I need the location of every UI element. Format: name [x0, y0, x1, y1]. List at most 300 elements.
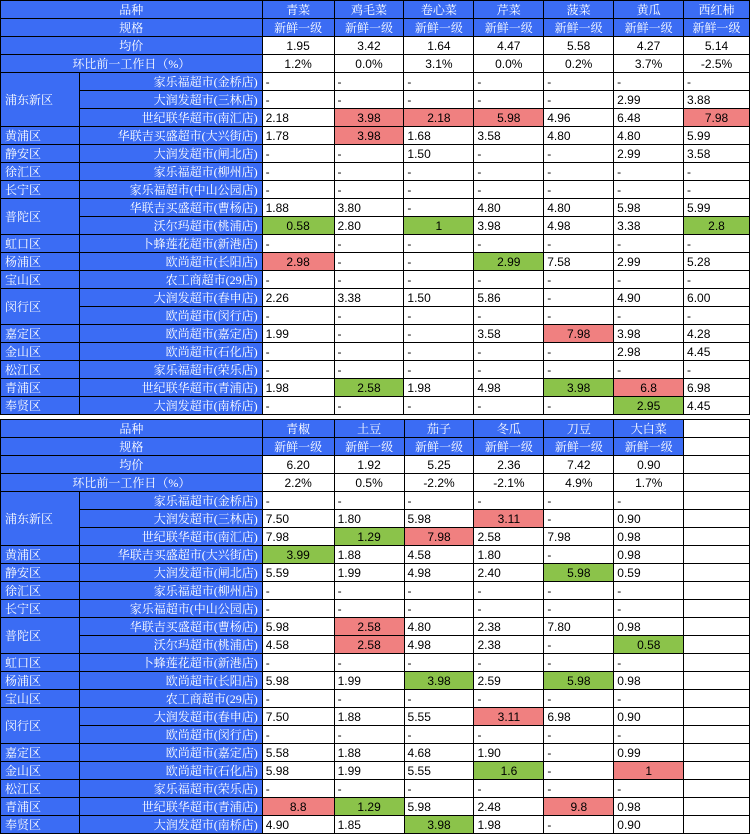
store-row: [1, 816, 750, 834]
price-cell: 4.80: [404, 618, 474, 636]
region-cell: 静安区: [1, 564, 80, 582]
empty-cell: [684, 546, 750, 564]
price-cell: -: [544, 492, 614, 510]
price-cell: -: [262, 726, 334, 744]
store-row: [1, 744, 750, 762]
store-name: 大润发超市(南桥店): [79, 816, 262, 834]
region-cell: 嘉定区: [1, 325, 80, 343]
price-cell: -: [404, 199, 474, 217]
store-row: [1, 618, 750, 636]
price-cell: 2.80: [334, 217, 404, 235]
price-cell: 3.11: [474, 708, 544, 726]
price-cell: -: [262, 361, 334, 379]
price-cell: 8.8: [262, 798, 334, 816]
price-cell: -: [262, 235, 334, 253]
price-cell: -: [334, 492, 404, 510]
product-name: 刀豆: [544, 420, 614, 438]
price-cell: -: [684, 361, 750, 379]
store-name: 华联吉买盛超市(曹杨店): [79, 618, 262, 636]
region-cell: 浦东新区: [1, 492, 80, 546]
price-cell: -: [614, 780, 684, 798]
price-cell: 1.29: [334, 528, 404, 546]
mom-change-cell: 1.2%: [262, 55, 334, 73]
product-grade: 新鲜一级: [474, 438, 544, 456]
store-row: [1, 546, 750, 564]
price-cell: -: [334, 163, 404, 181]
price-cell: -: [334, 343, 404, 361]
store-name: 欧尚超市(石化店): [79, 762, 262, 780]
price-cell: 5.99: [684, 199, 750, 217]
price-cell: 5.98: [614, 199, 684, 217]
store-name: 大润发超市(三林店): [79, 510, 262, 528]
price-cell: 6.00: [684, 289, 750, 307]
store-row: [1, 217, 750, 235]
store-row: [1, 510, 750, 528]
store-row: [1, 73, 750, 91]
price-cell: 2.18: [262, 109, 334, 127]
region-cell: 杨浦区: [1, 672, 80, 690]
price-cell: -: [334, 600, 404, 618]
price-cell: 4.98: [404, 636, 474, 654]
price-cell: -: [404, 91, 474, 109]
price-cell: 7.98: [684, 109, 750, 127]
price-cell: 2.58: [334, 379, 404, 397]
empty-cell: [684, 762, 750, 780]
price-cell: 2.99: [614, 145, 684, 163]
price-cell: -: [404, 235, 474, 253]
price-cell: 4.98: [474, 379, 544, 397]
mom-change-cell: 3.1%: [404, 55, 474, 73]
store-name: 华联吉买盛超市(曹杨店): [79, 199, 262, 217]
price-cell: -: [614, 361, 684, 379]
price-cell: -: [544, 636, 614, 654]
price-cell: 3.98: [614, 325, 684, 343]
price-cell: 0.58: [614, 636, 684, 654]
store-name: 华联吉买盛超市(大兴街店): [79, 546, 262, 564]
price-cell: 7.50: [262, 510, 334, 528]
store-name: 欧尚超市(长阳店): [79, 672, 262, 690]
price-cell: 4.45: [684, 397, 750, 415]
price-cell: 5.59: [262, 564, 334, 582]
store-name: 欧尚超市(闵行店): [79, 307, 262, 325]
price-cell: 6.98: [544, 708, 614, 726]
price-cell: -: [544, 235, 614, 253]
price-cell: -: [474, 600, 544, 618]
region-cell: 宝山区: [1, 690, 80, 708]
price-cell: 5.98: [262, 618, 334, 636]
store-row: [1, 397, 750, 415]
price-cell: 1.68: [404, 127, 474, 145]
region-cell: 松江区: [1, 780, 80, 798]
mom-change-cell: 2.2%: [262, 474, 334, 492]
product-name: 西红柿: [684, 1, 750, 19]
product-name: 菠菜: [544, 1, 614, 19]
region-cell: 徐汇区: [1, 163, 80, 181]
store-name: 欧尚超市(嘉定店): [79, 325, 262, 343]
avg-price-cell: 2.36: [474, 456, 544, 474]
avg-price-row: [1, 37, 750, 55]
region-cell: 长宁区: [1, 181, 80, 199]
store-name: 大润发超市(三林店): [79, 91, 262, 109]
store-name: 世纪联华超市(青浦店): [79, 798, 262, 816]
store-row: [1, 253, 750, 271]
price-cell: -: [544, 397, 614, 415]
price-cell: 1: [614, 762, 684, 780]
price-cell: -: [262, 145, 334, 163]
empty-cell: [684, 672, 750, 690]
price-cell: -: [544, 816, 614, 834]
product-grade: 新鲜一级: [544, 19, 614, 37]
price-cell: -: [404, 181, 474, 199]
avg-price-cell: 5.14: [684, 37, 750, 55]
price-cell: 3.58: [474, 127, 544, 145]
price-cell: 1.88: [262, 199, 334, 217]
avg-price-label: 均价: [1, 37, 263, 55]
price-cell: 1.99: [334, 762, 404, 780]
region-cell: 金山区: [1, 343, 80, 361]
region-cell: 普陀区: [1, 618, 80, 654]
mom-change-cell: 0.5%: [334, 474, 404, 492]
empty-cell: [684, 582, 750, 600]
product-grade: 新鲜一级: [474, 19, 544, 37]
store-name: 家乐福超市(中山公园店): [79, 600, 262, 618]
region-cell: 虹口区: [1, 235, 80, 253]
price-cell: 2.99: [614, 253, 684, 271]
product-grade: 新鲜一级: [262, 438, 334, 456]
price-cell: 7.98: [544, 325, 614, 343]
price-cell: -: [614, 307, 684, 325]
empty-cell: [684, 726, 750, 744]
price-cell: 4.80: [544, 199, 614, 217]
region-cell: 闵行区: [1, 708, 80, 744]
price-cell: 3.98: [544, 379, 614, 397]
store-name: 欧尚超市(石化店): [79, 343, 262, 361]
price-cell: 4.80: [614, 127, 684, 145]
price-cell: 2.38: [474, 636, 544, 654]
price-cell: -: [474, 397, 544, 415]
mom-change-cell: 0.2%: [544, 55, 614, 73]
store-row: [1, 145, 750, 163]
price-cell: -: [474, 343, 544, 361]
price-cell: -: [334, 582, 404, 600]
region-cell: 黄浦区: [1, 127, 80, 145]
price-cell: 0.98: [614, 618, 684, 636]
price-cell: 1.80: [474, 546, 544, 564]
price-cell: -: [544, 181, 614, 199]
price-cell: -: [404, 690, 474, 708]
price-cell: -: [474, 780, 544, 798]
price-cell: 2.26: [262, 289, 334, 307]
region-cell: 徐汇区: [1, 582, 80, 600]
price-cell: 3.88: [684, 91, 750, 109]
price-cell: -: [262, 73, 334, 91]
avg-price-cell: 1.95: [262, 37, 334, 55]
empty-cell: [684, 708, 750, 726]
price-cell: 1.99: [334, 564, 404, 582]
empty-cell: [684, 816, 750, 834]
region-cell: 青浦区: [1, 798, 80, 816]
price-cell: -: [262, 91, 334, 109]
price-table-1: [0, 0, 750, 415]
avg-price-cell: 4.47: [474, 37, 544, 55]
price-cell: -: [404, 654, 474, 672]
price-cell: 3.38: [334, 289, 404, 307]
empty-cell: [684, 438, 750, 456]
price-cell: -: [474, 235, 544, 253]
store-row: [1, 343, 750, 361]
price-cell: 9.8: [544, 798, 614, 816]
price-cell: 5.55: [404, 708, 474, 726]
price-cell: -: [614, 654, 684, 672]
price-cell: -: [334, 397, 404, 415]
product-name: 鸡毛菜: [334, 1, 404, 19]
store-name: 家乐福超市(金桥店): [79, 492, 262, 510]
price-cell: 3.58: [684, 145, 750, 163]
product-name: 大白菜: [614, 420, 684, 438]
price-cell: 4.45: [684, 343, 750, 361]
price-cell: 2.8: [684, 217, 750, 235]
region-cell: 青浦区: [1, 379, 80, 397]
price-cell: -: [334, 690, 404, 708]
region-cell: 嘉定区: [1, 744, 80, 762]
store-row: [1, 564, 750, 582]
price-cell: 7.50: [262, 708, 334, 726]
price-cell: -: [334, 726, 404, 744]
price-cell: 3.58: [474, 325, 544, 343]
product-name: 茄子: [404, 420, 474, 438]
price-cell: -: [474, 726, 544, 744]
mom-change-row: [1, 55, 750, 73]
store-row: [1, 780, 750, 798]
product-grade: 新鲜一级: [684, 19, 750, 37]
store-name: 欧尚超市(长阳店): [79, 253, 262, 271]
price-cell: -: [684, 163, 750, 181]
price-cell: -: [614, 163, 684, 181]
price-cell: 1.98: [262, 379, 334, 397]
price-cell: -: [404, 492, 474, 510]
price-cell: 4.28: [684, 325, 750, 343]
price-cell: -: [684, 235, 750, 253]
price-cell: -: [474, 492, 544, 510]
price-cell: -: [404, 253, 474, 271]
price-cell: -: [404, 163, 474, 181]
product-header-row: [1, 420, 750, 438]
store-row: [1, 726, 750, 744]
price-cell: -: [334, 307, 404, 325]
price-cell: -: [404, 307, 474, 325]
mom-change-label: 环比前一工作日（%）: [1, 55, 263, 73]
empty-cell: [684, 798, 750, 816]
price-cell: 1.88: [334, 708, 404, 726]
price-cell: 0.98: [614, 672, 684, 690]
store-row: [1, 379, 750, 397]
price-cell: -: [544, 343, 614, 361]
price-cell: 2.38: [474, 618, 544, 636]
mom-change-label: 环比前一工作日（%）: [1, 474, 263, 492]
empty-cell: [684, 654, 750, 672]
spec-label: 规格: [1, 438, 263, 456]
price-cell: 3.99: [262, 546, 334, 564]
price-cell: -: [474, 181, 544, 199]
price-cell: -: [544, 582, 614, 600]
avg-price-cell: 5.58: [544, 37, 614, 55]
price-cell: 3.98: [334, 109, 404, 127]
store-name: 农工商超市(29店): [79, 690, 262, 708]
price-cell: -: [614, 582, 684, 600]
price-cell: 7.58: [544, 253, 614, 271]
price-cell: -: [684, 271, 750, 289]
store-row: [1, 289, 750, 307]
store-row: [1, 492, 750, 510]
price-cell: 1.50: [404, 145, 474, 163]
price-cell: 7.98: [544, 528, 614, 546]
price-cell: -: [544, 510, 614, 528]
price-cell: 2.40: [474, 564, 544, 582]
price-cell: -: [474, 582, 544, 600]
price-cell: -: [544, 163, 614, 181]
store-name: 世纪联华超市(南汇店): [79, 528, 262, 546]
mom-change-cell: 0.0%: [474, 55, 544, 73]
store-row: [1, 798, 750, 816]
price-cell: -: [614, 271, 684, 289]
price-cell: 1: [404, 217, 474, 235]
price-cell: 2.18: [404, 109, 474, 127]
price-cell: -: [474, 690, 544, 708]
price-cell: 0.90: [614, 816, 684, 834]
price-cell: 1.78: [262, 127, 334, 145]
region-cell: 长宁区: [1, 600, 80, 618]
price-cell: 5.28: [684, 253, 750, 271]
price-cell: -: [684, 181, 750, 199]
price-cell: 2.48: [474, 798, 544, 816]
product-name: 冬瓜: [474, 420, 544, 438]
product-grade: 新鲜一级: [262, 19, 334, 37]
store-name: 世纪联华超市(南汇店): [79, 109, 262, 127]
price-cell: -: [614, 600, 684, 618]
price-cell: 2.98: [262, 253, 334, 271]
empty-cell: [684, 618, 750, 636]
price-cell: -: [614, 690, 684, 708]
price-cell: 5.98: [404, 798, 474, 816]
price-cell: -: [474, 73, 544, 91]
store-name: 欧尚超市(嘉定店): [79, 744, 262, 762]
price-cell: 5.98: [262, 762, 334, 780]
price-cell: 4.58: [262, 636, 334, 654]
product-name: 芹菜: [474, 1, 544, 19]
product-grade: 新鲜一级: [614, 438, 684, 456]
store-row: [1, 235, 750, 253]
price-cell: -: [474, 145, 544, 163]
price-cell: -: [544, 271, 614, 289]
price-cell: -: [334, 253, 404, 271]
price-cell: 0.59: [614, 564, 684, 582]
price-cell: 2.59: [474, 672, 544, 690]
product-grade: 新鲜一级: [404, 438, 474, 456]
store-row: [1, 528, 750, 546]
avg-price-cell: 1.64: [404, 37, 474, 55]
price-cell: -: [614, 73, 684, 91]
product-grade: 新鲜一级: [404, 19, 474, 37]
price-cell: -: [404, 600, 474, 618]
mom-change-row: [1, 474, 750, 492]
table-1-body: [1, 1, 750, 415]
price-cell: -: [404, 271, 474, 289]
mom-change-cell: 3.7%: [614, 55, 684, 73]
price-cell: -: [474, 271, 544, 289]
avg-price-cell: 3.42: [334, 37, 404, 55]
price-cell: -: [544, 780, 614, 798]
region-cell: 黄浦区: [1, 546, 80, 564]
price-cell: 5.99: [684, 127, 750, 145]
region-cell: 奉贤区: [1, 816, 80, 834]
price-cell: -: [404, 726, 474, 744]
variety-label: 品种: [1, 420, 263, 438]
grade-header-row: [1, 19, 750, 37]
price-cell: 2.98: [614, 343, 684, 361]
price-cell: -: [334, 654, 404, 672]
store-row: [1, 109, 750, 127]
store-name: 卜蜂莲花超市(新港店): [79, 654, 262, 672]
price-cell: -: [334, 73, 404, 91]
price-cell: -: [614, 726, 684, 744]
region-cell: 浦东新区: [1, 73, 80, 127]
price-cell: 3.98: [334, 127, 404, 145]
product-name: 卷心菜: [404, 1, 474, 19]
price-cell: -: [262, 271, 334, 289]
region-cell: 普陀区: [1, 199, 80, 235]
price-cell: 1.88: [334, 744, 404, 762]
price-cell: -: [474, 163, 544, 181]
price-cell: -: [334, 181, 404, 199]
price-cell: -: [544, 762, 614, 780]
price-cell: 5.98: [474, 109, 544, 127]
price-cell: -: [334, 91, 404, 109]
price-cell: 0.99: [614, 744, 684, 762]
price-cell: 4.90: [262, 816, 334, 834]
price-cell: -: [614, 235, 684, 253]
price-cell: -: [262, 492, 334, 510]
price-cell: -: [544, 546, 614, 564]
price-cell: 2.58: [334, 636, 404, 654]
grade-header-row: [1, 438, 750, 456]
store-row: [1, 690, 750, 708]
price-cell: -: [334, 145, 404, 163]
price-cell: -: [544, 600, 614, 618]
price-cell: 4.80: [544, 127, 614, 145]
price-cell: -: [334, 325, 404, 343]
price-cell: 6.8: [614, 379, 684, 397]
price-cell: -: [684, 307, 750, 325]
price-cell: -: [334, 235, 404, 253]
store-name: 家乐福超市(柳州店): [79, 582, 262, 600]
price-cell: 5.58: [262, 744, 334, 762]
price-cell: 4.80: [474, 199, 544, 217]
avg-price-cell: 6.20: [262, 456, 334, 474]
price-cell: 5.98: [544, 564, 614, 582]
price-cell: -: [262, 600, 334, 618]
store-name: 欧尚超市(闵行店): [79, 726, 262, 744]
avg-price-label: 均价: [1, 456, 263, 474]
price-cell: -: [544, 73, 614, 91]
price-cell: 3.38: [614, 217, 684, 235]
store-name: 农工商超市(29店): [79, 271, 262, 289]
price-cell: -: [544, 744, 614, 762]
store-row: [1, 600, 750, 618]
region-cell: 虹口区: [1, 654, 80, 672]
price-cell: 1.88: [334, 546, 404, 564]
store-row: [1, 636, 750, 654]
product-header-row: [1, 1, 750, 19]
